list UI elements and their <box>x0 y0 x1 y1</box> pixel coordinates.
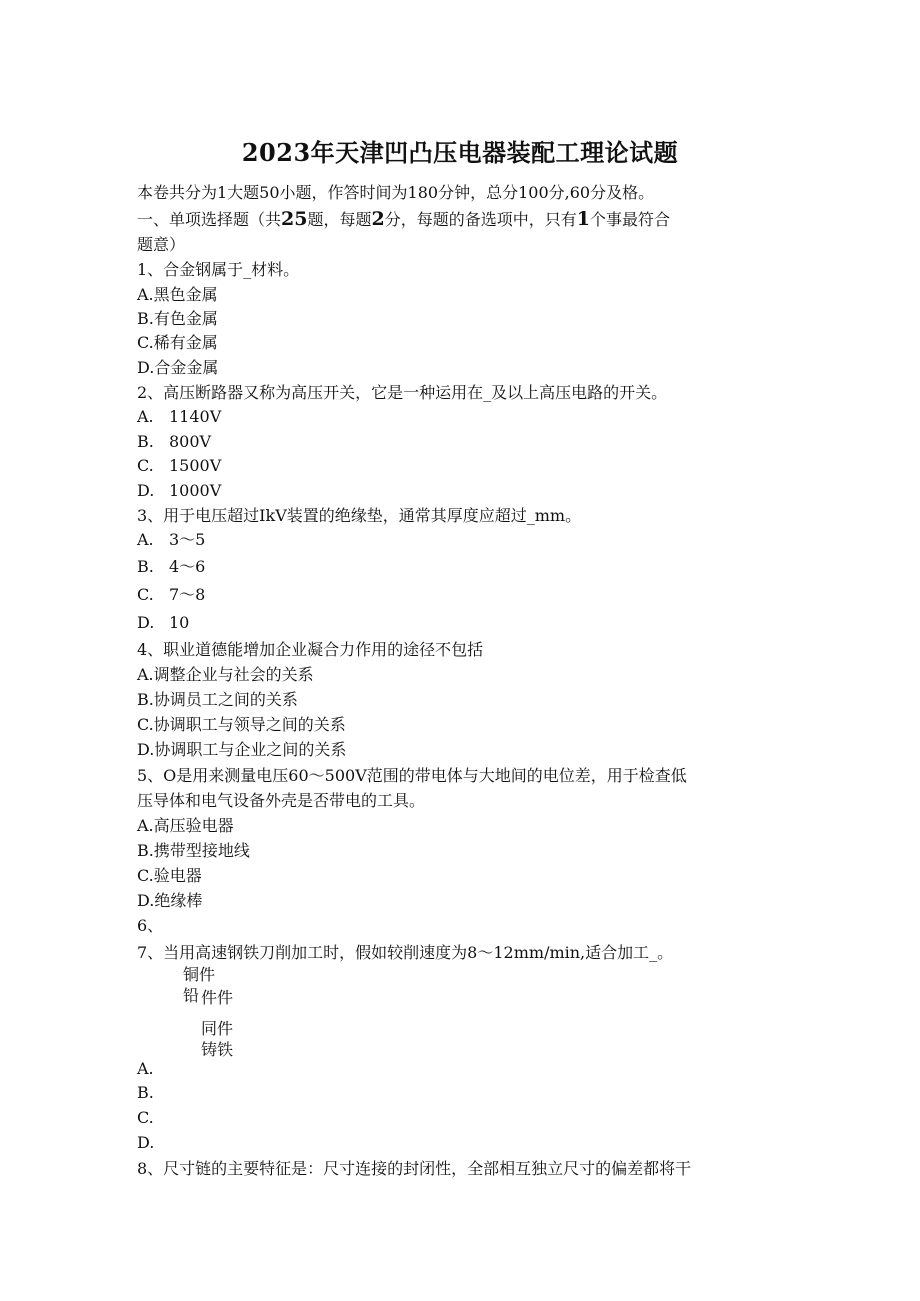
option-value: 3～5 <box>169 530 206 549</box>
option <box>137 555 205 579</box>
option-letter: D. <box>137 481 155 500</box>
question-count: 25 <box>281 208 308 230</box>
option: B.携带型接地线 <box>137 841 250 860</box>
option <box>137 583 205 607</box>
question-stem: 3、用于电压超过IkV装置的绝缘垫，通常其厚度应超过_mm。 <box>137 506 582 525</box>
option-value: 1140V <box>169 407 222 426</box>
floating-text: 件件 <box>201 988 234 1007</box>
option: B.有色金属 <box>137 309 218 328</box>
section-mid1: 题，每题 <box>307 210 372 229</box>
question-stem: 7、当用高速钢铁刀削加工时，假如较削速度为8～12mm∕min,适合加工_。 <box>137 943 674 962</box>
option: C.验电器 <box>137 866 202 885</box>
option-letter: C. <box>137 585 154 604</box>
section-heading-cont: 题意） <box>137 235 186 254</box>
option-value: 1500V <box>169 456 222 475</box>
option <box>137 479 221 503</box>
correct-count: 1 <box>576 208 590 230</box>
option-letter: D. <box>137 613 155 632</box>
option <box>137 454 221 478</box>
question-stem: 2、高压断路器又称为高压开关，它是一种运用在_及以上高压电路的开关。 <box>137 383 668 402</box>
option <box>137 611 189 635</box>
question-stem: 1、合金钢属于_材料。 <box>137 260 300 279</box>
option-letter: C. <box>137 456 154 475</box>
question-stem: 5、O是用来测量电压60～500V范围的带电体与大地间的电位差，用于检查低 <box>137 766 687 785</box>
option-value: 4～6 <box>169 557 206 576</box>
section-prefix: 一、单项选择题（共 <box>137 210 282 229</box>
floating-text: 铸铁 <box>201 1040 234 1059</box>
page-title: 2023年天津凹凸压电器装配工理论试题 <box>241 138 679 167</box>
option: A.调整企业与社会的关系 <box>137 665 314 684</box>
section-suffix: 个事最符合 <box>589 210 670 229</box>
option: D. <box>137 1133 155 1152</box>
option: D.合金金属 <box>137 358 219 377</box>
option: B.协调员工之间的关系 <box>137 690 298 709</box>
option <box>137 405 221 429</box>
option: A. <box>137 1059 154 1078</box>
option-value: 800V <box>169 432 212 451</box>
option-letter: B. <box>137 432 154 451</box>
points-per-question: 2 <box>371 208 385 230</box>
option: A.高压验电器 <box>137 816 234 835</box>
floating-text: 铅 <box>183 986 200 1005</box>
option-letter: A. <box>137 530 154 549</box>
option: D.绝缘棒 <box>137 891 203 910</box>
exam-intro: 本卷共分为1大题50小题，作答时间为180分钟，总分100分,60分及格。 <box>137 183 655 202</box>
option: D.协调职工与企业之间的关系 <box>137 740 347 759</box>
option: C.稀有金属 <box>137 333 218 352</box>
option <box>137 528 205 552</box>
section-heading <box>137 207 670 232</box>
question-stem: 4、职业道德能增加企业凝合力作用的途径不包括 <box>137 640 484 659</box>
option: C. <box>137 1108 154 1127</box>
question-stem: 6、 <box>137 916 164 935</box>
option: B. <box>137 1083 154 1102</box>
option: A.黑色金属 <box>137 285 218 304</box>
floating-text: 同件 <box>201 1019 234 1038</box>
option-value: 10 <box>169 613 190 632</box>
option-letter: B. <box>137 557 154 576</box>
question-stem: 8、尺寸链的主要特征是：尺寸连接的封闭性，全部相互独立尺寸的偏差都将干 <box>137 1159 692 1178</box>
option-letter: A. <box>137 407 154 426</box>
floating-text: 铜件 <box>183 965 216 984</box>
option-value: 7～8 <box>169 585 206 604</box>
question-stem-cont: 压导体和电气设备外壳是否带电的工具。 <box>137 791 426 810</box>
option: C.协调职工与领导之间的关系 <box>137 715 346 734</box>
option <box>137 430 211 454</box>
section-mid2: 分，每题的备选项中，只有 <box>384 210 577 229</box>
option-value: 1000V <box>169 481 222 500</box>
